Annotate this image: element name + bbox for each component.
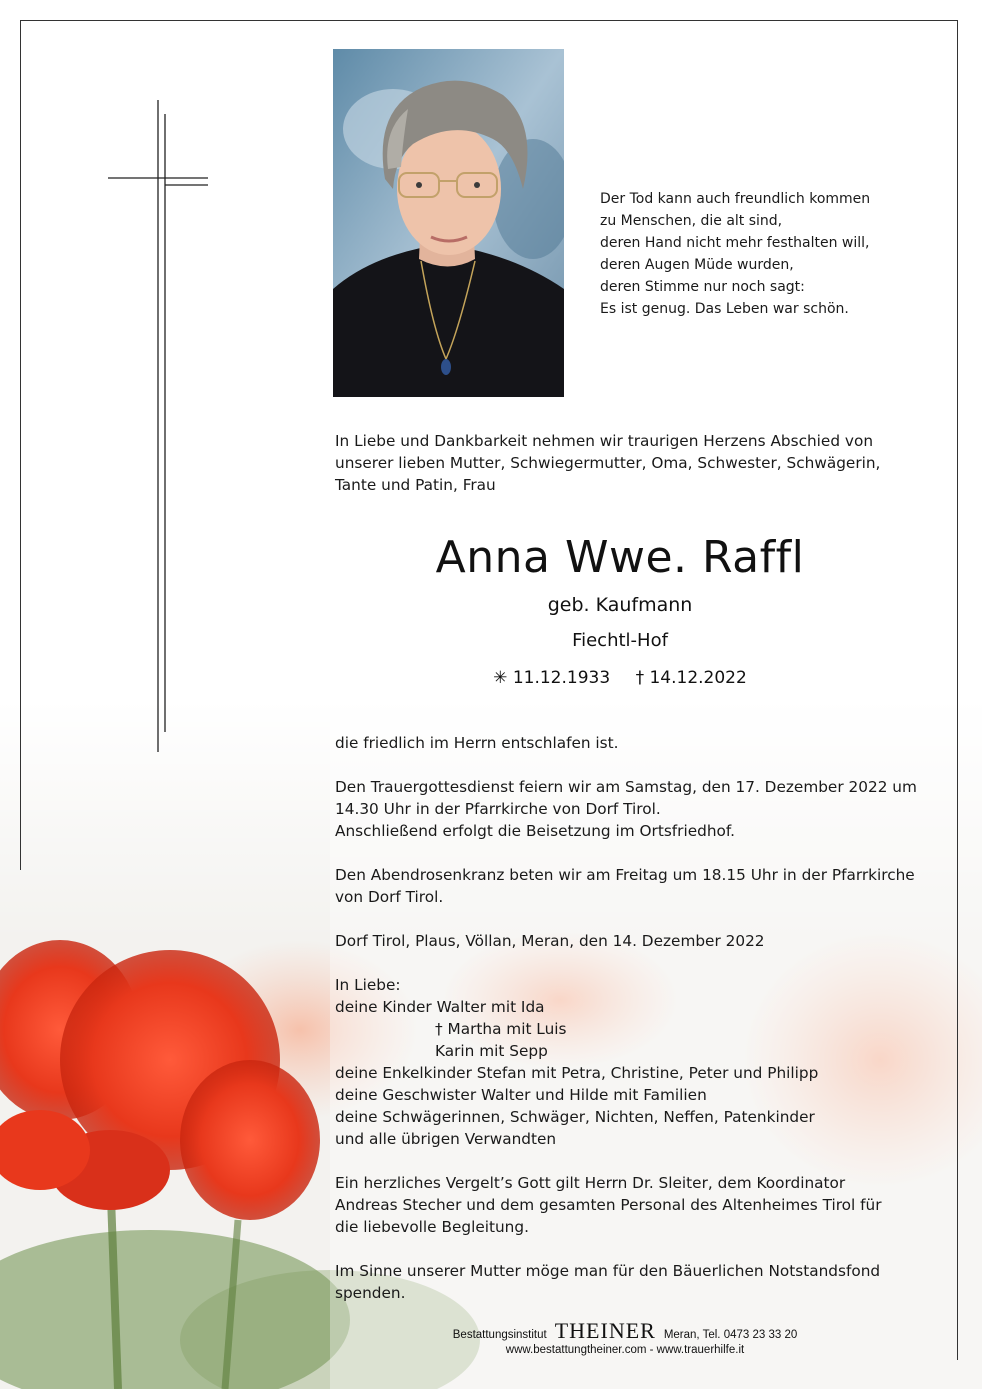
place-date: Dorf Tirol, Plaus, Völlan, Meran, den 14. Dezember 2022 [335, 932, 765, 950]
life-dates [335, 668, 905, 688]
poem-line: deren Augen Müde wurden, [600, 257, 794, 273]
mourners-others: und alle übrigen Verwandten [335, 1130, 557, 1148]
mourners-list [335, 974, 925, 1150]
announcement-body [335, 732, 925, 1326]
mourners-siblings: deine Geschwister Walter und Hilde mit Familien [335, 1086, 707, 1104]
thanks-line: Andreas Stecher und dem gesamten Personal des Altenheimes Tirol für [335, 1196, 882, 1214]
poem-line: Es ist genug. Das Leben war schön. [600, 301, 849, 317]
mourners-child: Karin mit Sepp [435, 1042, 548, 1060]
donation-line: Im Sinne unserer Mutter möge man für den Bäuerlichen Notstandsfond [335, 1262, 881, 1280]
mourners-grandchildren: deine Enkelkinder Stefan mit Petra, Christine, Peter und Philipp [335, 1064, 819, 1082]
death-date: † 14.12.2022 [635, 668, 747, 688]
funeral-line: Anschließend erfolgt die Beisetzung im Ortsfriedhof. [335, 822, 736, 840]
rosary-line: Den Abendrosenkranz beten wir am Freitag um 18.15 Uhr in der Pfarrkirche [335, 866, 915, 884]
mourners-child: † Martha mit Luis [435, 1020, 567, 1038]
rosary-line: von Dorf Tirol. [335, 888, 444, 906]
poem-line: deren Hand nicht mehr festhalten will, [600, 235, 870, 251]
mourners-children: deine Kinder Walter mit Ida [335, 998, 545, 1016]
funeral-home-logo: THEINER [554, 1318, 656, 1343]
mourners-heading: In Liebe: [335, 976, 401, 994]
passed-line: die friedlich im Herrn entschlafen ist. [335, 734, 619, 752]
footer-prefix: Bestattungsinstitut [452, 1329, 547, 1341]
deceased-name: Anna Wwe. Raffl [435, 532, 805, 583]
funeral-paragraph [335, 776, 925, 842]
birth-date: ✳ 11.12.1933 [493, 668, 611, 688]
thanks-paragraph [335, 1172, 925, 1238]
donation-paragraph [335, 1260, 925, 1304]
poem [600, 188, 880, 320]
portrait-photo [333, 49, 564, 397]
cross-icon [108, 100, 210, 752]
footer-contact: Meran, Tel. 0473 23 33 20 [663, 1329, 798, 1341]
funeral-line: 14.30 Uhr in der Pfarrkirche von Dorf Tirol. [335, 800, 661, 818]
maiden-name: geb. Kaufmann [547, 594, 693, 616]
poem-line: deren Stimme nur noch sagt: [600, 279, 805, 295]
funeral-home-footer [400, 1318, 850, 1356]
funeral-line: Den Trauergottesdienst feiern wir am Samstag, den 17. Dezember 2022 um [335, 778, 917, 796]
mourners-inlaws: deine Schwägerinnen, Schwäger, Nichten, Neffen, Patenkinder [335, 1108, 815, 1126]
rosary-paragraph [335, 864, 925, 908]
poem-line: zu Menschen, die alt sind, [600, 213, 783, 229]
frame-top-line [20, 20, 958, 21]
thanks-line: die liebevolle Begleitung. [335, 1218, 529, 1236]
intro-paragraph: In Liebe und Dankbarkeit nehmen wir traurigen Herzens Abschied von unserer lieben Mutter, Schwiegermutter, Oma, Schwester, Schwägerin, Tante und Patin, Frau [335, 432, 881, 494]
frame-left-line [20, 20, 21, 870]
farm-name: Fiechtl-Hof [572, 630, 668, 651]
poem-line: Der Tod kann auch freundlich kommen [600, 191, 871, 207]
donation-line: spenden. [335, 1284, 406, 1302]
frame-right-line [957, 20, 958, 1360]
thanks-line: Ein herzliches Vergelt’s Gott gilt Herrn Dr. Sleiter, dem Koordinator [335, 1174, 846, 1192]
footer-websites[interactable]: www.bestattungtheiner.com - www.trauerhilfe.it [505, 1344, 745, 1356]
